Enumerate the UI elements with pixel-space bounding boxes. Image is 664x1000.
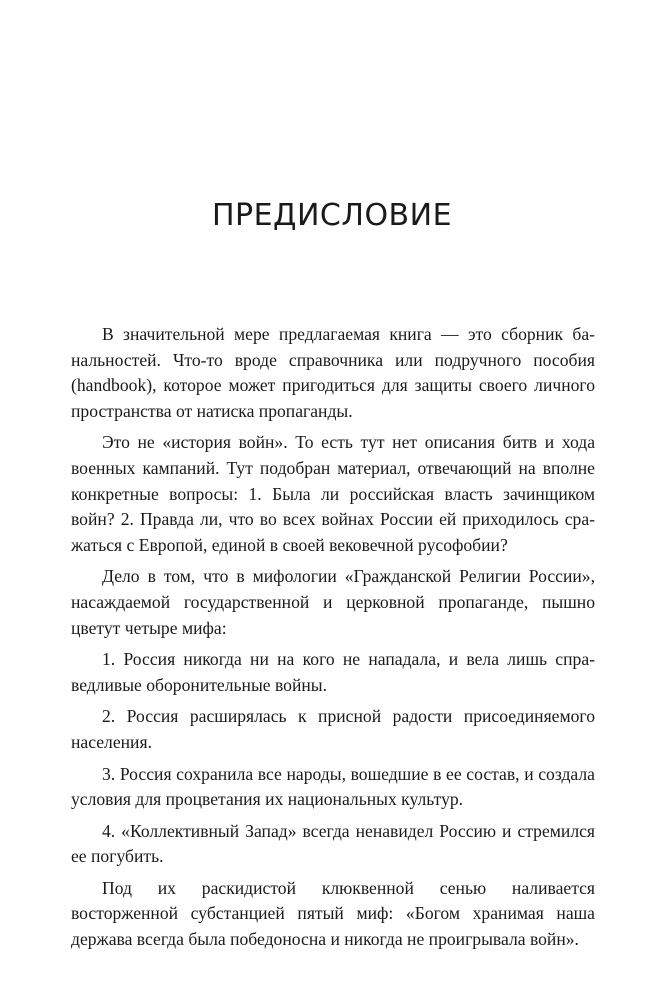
paragraph: Под их раскидистой клюквенной сенью наливается восторженной субстанцией пятый миф: «Богом хранимая наша держава всегда была победоносна и никогда не проигрывала войн». (71, 877, 595, 950)
paragraph: Это не «история войн». То есть тут нет описания битв и хода военных кампаний. Тут подобран материал, отвечающий на вполне конкретные вопросы: 1. Была ли российская власть зачинщиком войн? 2. Правда ли, что во всех войнах России ей приходилось сражаться с Европой, единой в своей вековечной русофобии? (71, 432, 595, 555)
paragraph: В значительной мере предлагаемая книга — это сборник банальностей. Что-то вроде справочника или подручного пособия (handbook), которое может пригодиться для защиты своего личного пространства от натиска пропаганды. (71, 324, 595, 421)
text-body (71, 322, 595, 959)
paragraph: 4. «Коллективный Запад» всегда ненавидел Россию и стремился ее погубить. (71, 820, 595, 867)
chapter-title: ПРЕДИСЛОВИЕ (211, 198, 453, 233)
paragraph: 3. Россия сохранила все народы, вошедшие в ее состав, и создала условия для процветания их национальных культур. (71, 763, 595, 810)
paragraph: 1. Россия никогда ни на кого не нападала, и вела лишь справедливые оборонительные войны. (71, 649, 595, 695)
paragraph: 2. Россия расширялась к присной радости присоединяемого населения. (71, 706, 595, 752)
paragraph: Дело в том, что в мифологии «Гражданской Религии России», насаждаемой государственной и церковной пропаганде, пышно цветут четыре мифа: (71, 566, 595, 638)
